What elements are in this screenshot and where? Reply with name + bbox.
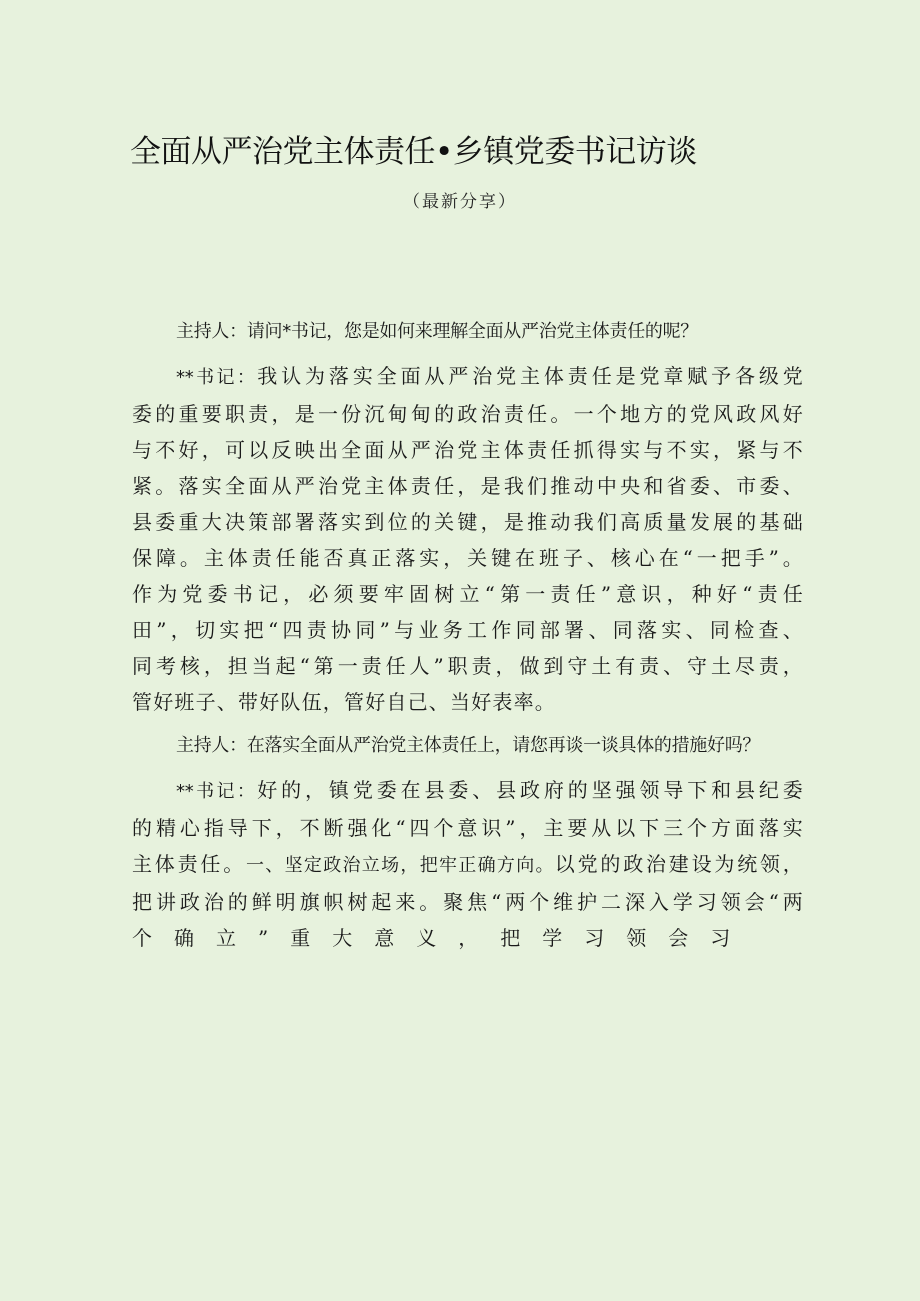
answer-1-speaker: **书记： bbox=[176, 367, 258, 388]
answer-2-line-5: 个确立”重大意义，把学习领会习 bbox=[132, 926, 753, 950]
document-subtitle: （最新分享） bbox=[403, 192, 517, 212]
question-1-speaker: 主持人： bbox=[176, 321, 247, 342]
answer-2 bbox=[132, 772, 804, 956]
answer-1-line-8: 田”，切实把“四责协同”与业务工作同部署、同落实、同检查、 bbox=[132, 618, 804, 642]
answer-1 bbox=[132, 358, 804, 720]
answer-2-line-1: **书记：好的，镇党委在县委、县政府的坚强领导下和县纪委 bbox=[176, 778, 805, 802]
answer-2-line-4: 把讲政治的鲜明旗帜树起来。聚焦“两个维护二深入学习领会“两 bbox=[132, 890, 804, 914]
section-heading-1: 一、坚定政治立场，把牢正确方向。 bbox=[246, 855, 555, 876]
answer-1-line-3: 与不好，可以反映出全面从严治党主体责任抓得实与不实，紧与不 bbox=[132, 438, 804, 462]
answer-2-line-3: 主体责任。一、坚定政治立场，把牢正确方向。以党的政治建设为统领， bbox=[132, 852, 804, 876]
question-2-speaker: 主持人： bbox=[176, 735, 247, 756]
answer-1-line-9: 同考核，担当起“第一责任人”职责，做到守土有责、守土尽责， bbox=[132, 654, 804, 678]
question-2-text: 在落实全面从严治党主体责任上，请您再谈一谈具体的措施好吗？ bbox=[246, 735, 761, 756]
answer-1-line-5: 县委重大决策部署落实到位的关键，是推动我们高质量发展的基础 bbox=[132, 510, 804, 534]
answer-1-line-2: 委的重要职责，是一份沉甸甸的政治责任。一个地方的党风政风好 bbox=[132, 402, 804, 426]
question-1-text: 请问*书记，您是如何来理解全面从严治党主体责任的呢？ bbox=[246, 321, 699, 342]
answer-1-line-10: 管好班子、带好队伍，管好自己、当好表率。 bbox=[132, 690, 556, 714]
question-1 bbox=[132, 314, 804, 350]
answer-1-line-7: 作为党委书记，必须要牢固树立“第一责任”意识，种好“责任 bbox=[132, 582, 804, 606]
question-2 bbox=[132, 728, 804, 764]
answer-2-speaker: **书记： bbox=[176, 781, 258, 802]
answer-2-line-2: 的精心指导下，不断强化“四个意识”，主要从以下三个方面落实 bbox=[132, 816, 804, 840]
answer-1-line-6: 保障。主体责任能否真正落实，关键在班子、核心在“一把手”。 bbox=[132, 546, 804, 570]
answer-1-line-4: 紧。落实全面从严治党主体责任，是我们推动中央和省委、市委、 bbox=[132, 474, 804, 498]
document-body bbox=[132, 314, 804, 964]
answer-1-line-1: **书记：我认为落实全面从严治党主体责任是党章赋予各级党 bbox=[176, 364, 805, 388]
document-title: 全面从严治党主体责任•乡镇党委书记访谈 bbox=[130, 134, 697, 170]
